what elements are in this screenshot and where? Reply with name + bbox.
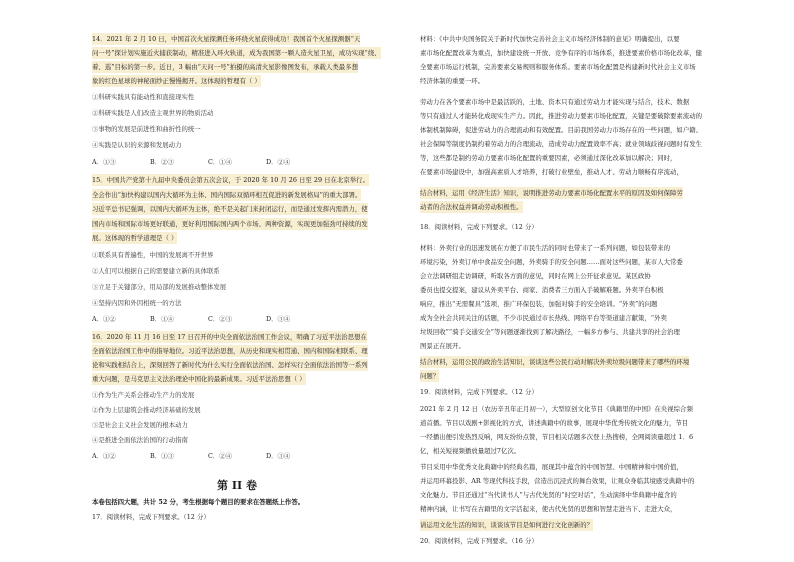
q15-option: ④坚持内因和外因相统一的方法 (92, 299, 182, 307)
material-line: 等只有通过人才能转化成现实生产力。因此，推进劳动力要素市场化配置，关键是要破除要素流动的 (420, 112, 703, 120)
q18-prompt-line: 动者的合法权益并调动劳动积极性。 (420, 203, 523, 211)
material-line: 环境污染，外卖订单中食品安全问题，外卖骑手的安全问题……面对这些问题，某市人大常委 (420, 258, 683, 266)
material-line: 经济体制的重要一环。 (420, 77, 485, 85)
q15-line: 全会作出“加快构建以国内大循环为主体、国内国际双循环相互促进的新发展格局”的重大部署。 (92, 191, 362, 199)
q14-line: 14．2021 年 2 月 10 日，中国首次火星探测任务环绕火星获得成功！我国首个火星探测器“天 (92, 35, 361, 43)
q16-option: ④是推进全面依法治国的行动指南 (92, 436, 188, 444)
material-line: 在要素市场建设中，加强高素质人才培养，打破行业壁垒，推动人才、劳动力顺畅有序流动， (420, 168, 683, 176)
answer-choice: D．③④ (266, 452, 291, 460)
material-line: 体制机制障碍，促进劳动力的合理流动和有效配置。目前我国劳动力市场存在的一些问题，如户籍、 (420, 126, 703, 134)
answer-choice: A．①③ (92, 158, 116, 166)
material-line: 一经播出便引发热烈反响，网友纷纷点赞，节目相关话题多次登上热搜榜，全网阅读量超过 1．6 (420, 433, 694, 441)
material-line: 亿，相关短视频播放量超过7亿次。 (420, 447, 521, 455)
material-line: 响应，推出“无需餐具”选项，推广环保包装，加强对骑手的安全培训。“外卖”的问题 (420, 300, 658, 308)
material-line: 劳动力在各个要素市场中是最活跃的，土地、资本只有通过劳动力才能实现与结合，技术、数据 (420, 98, 690, 106)
material-line: 全要素市场运行机制，完善要素交易规则和服务体系。要素市场化配置是构建新时代社会主义市场 (420, 63, 696, 71)
q19-ask: 请运用文化生活的知识，谈谈该节目是如何进行文化创新的？ (420, 521, 594, 529)
part2-note: 本卷包括四大题，共计 52 分，考生根据每个题目的要求在答题纸上作答。 (92, 498, 305, 506)
answer-choice: A．①② (92, 452, 116, 460)
material-line: 2021 年 2 月 12 日（农历辛丑年正月初一），大型原创文化节目《典籍里的中国》在央视综合频 (420, 405, 693, 413)
q14-option: ③事物的发展是前进性和曲折性的统一 (92, 125, 201, 133)
q15-option: ①联系具有普遍性，中国的发展离不开世界 (92, 251, 214, 259)
material-line: 图景正在展开。 (420, 342, 465, 350)
q18-prompt-line: 结合材料，运用《经济生活》知识，说明推进劳动力要素市场化配置水平的原因及如何保障劳 (420, 189, 683, 197)
material-line: 素市场化配置改革为重点，加快建设统一开放、竞争有序的市场体系，推进要素价格市场化改革，健 (420, 49, 703, 57)
q19-heading: 19．阅读材料，完成下列要求。（12 分） (420, 388, 538, 396)
material-line: 等，这些都是制约劳动力要素市场化配置的重要因素，必须通过深化改革加以解决；同时， (420, 154, 677, 162)
material-line: 社会保障等制度仍制约着劳动力的合理流动，造成劳动力配置效率不高；就业领域歧视问题时有发生 (420, 140, 703, 148)
q15-option: ②人们可以根据自己的需要建立新的具体联系 (92, 267, 220, 275)
q15-answers (92, 313, 324, 325)
q17-heading: 17．阅读材料，完成下列要求。（12 分） (92, 513, 210, 521)
answer-choice: B．①③ (150, 452, 174, 460)
answer-choice: B．①④ (150, 315, 174, 323)
q14-answers (92, 156, 324, 168)
q16-option: ②作为上层建筑会推动经济基础的发展 (92, 406, 201, 414)
q16-option: ①作为生产关系会推动生产力的发展 (92, 391, 195, 399)
q16-line: 16．2020 年 11 月 16 日至 17 日召开的中央全面依法治国工作会议，明确了习近平法治思想在 (92, 333, 367, 341)
material-line: 文化魅力。节目还通过“当代读书人”与古代先贤的“时空对话”，生动演绎中华典籍中蕴含的 (420, 491, 677, 499)
material-line: 委员也提交提案，建议从外卖平台、商家、消费者三方面入手破解难题。外卖平台积极 (420, 286, 664, 294)
material-line: 节目采用中华优秀文化典籍中的经典名篇，展现其中蕴含的中国智慧、中国精神和中国价值， (420, 463, 683, 471)
answer-choice: B．②③ (150, 158, 174, 166)
q16-line: 全面依法治国工作中的指导地位。习近平法治思想，从历史和现实相贯通、国内和国际相联系、理 (92, 347, 368, 355)
material-line: 成为全社会共同关注的话题，不少市民通过市长热线、网络平台等渠道建言献策，“外卖 (420, 314, 667, 322)
answer-choice: D．②④ (266, 158, 291, 166)
q15-line: 15．中国共产党第十九届中央委员会第五次会议，于 2020 年 10 月 26 日至 29 日在北京举行。 (92, 176, 369, 184)
material-line: 材料：《中共中央国务院关于新时代加快完善社会主义市场经济体制的意见》明确提出，以要 (420, 35, 680, 43)
q16-option: ③是社会主义社会发展的根本动力 (92, 421, 188, 429)
q18-heading: 18．阅读材料，完成下列要求。（12 分） (420, 223, 538, 231)
answer-choice: A．①② (92, 315, 116, 323)
q15-line: 展。这体现的哲学道理是（ ） (92, 234, 178, 242)
q14-option: ①科研实践具有能动性和直接现实性 (92, 93, 195, 101)
answer-choice: C．①④ (208, 158, 233, 166)
material-line: 道首播。节目以戏剧+影视化的方式，讲述典籍中的故事，展现中华优秀传统文化的魅力，节目 (420, 419, 689, 427)
material-line: 垃圾回收”“骑手交通安全”等问题逐渐找到了解决路径，一幅多方参与、共建共享的社会治理 (420, 328, 680, 336)
answer-choice: D．③④ (266, 315, 291, 323)
answer-choice: C．②③ (208, 315, 233, 323)
q20-heading: 20．阅读材料，完成下列要求。（16 分） (420, 537, 538, 545)
q14-option: ④实践是认识的来源和发展动力 (92, 141, 182, 149)
q14-line: 象的红色星球的神秘面纱正慢慢揭开。这体现的哲理有（ ） (92, 77, 261, 85)
q15-line: 国内市场和国际市场更好联通，更好利用国际国内两个市场、两种资源，实现更加强劲可持续的发 (92, 220, 368, 228)
material-line: 精神内涵，让书写在古籍里的文字活起来，使古代先贤的思想和智慧走进当下、走进大众， (420, 505, 677, 513)
material-line: 材料：外卖行业的迅速发展在方便了市民生活的同时也带来了一系列问题，如包装带来的 (420, 244, 671, 252)
answer-choice: C．②④ (208, 452, 233, 460)
q14-option: ②科研实践是人们改造主观世界的物质活动 (92, 109, 214, 117)
q15-line: 习近平总书记强调，以国内大循环为主体，绝不是关起门来封闭运行，而是通过发挥内需潜力，使 (92, 205, 368, 213)
q18-ask-line: 问题？ (420, 372, 440, 380)
q16-answers (92, 450, 324, 462)
material-line: 会立法调研组走访调研，听取各方面的意见，同时在网上公开征求意见。某区政协 (420, 272, 651, 280)
q14-line: 问一号”探计划实施近火捕获制动，精准进入环火轨道，成为我国第一颗人造火星卫星，成功实现“绕、 (92, 49, 381, 57)
q16-line: 重大问题，是马克思主义法治理论中国化的最新成果。习近平法治思想（ ） (92, 375, 306, 383)
q18-ask-line: 结合材料，运用公民的政治生活知识，谈谈这些公民行动对解决外卖垃圾问题带来了哪些的环境 (420, 358, 690, 366)
q14-line: 着、巡”目标的第一步。近日，3 幅由“天问一号”拍摄的高清火星影像图发布，承载人类最多想 (92, 63, 359, 71)
q15-option: ③立足于关键部分，用局部的发展推动整体发展 (92, 283, 227, 291)
q16-line: 论和实践相结合上，深刻回答了新时代为什么实行全面依法治国、怎样实行全面依法治国等一系列 (92, 361, 368, 369)
part2-title: 第 II 卷 (217, 479, 257, 492)
material-line: 并运用环幕投影、AR 等现代科技手段，营造出沉浸式的舞台效果，让观众身临其境感受典籍中的 (420, 477, 695, 485)
